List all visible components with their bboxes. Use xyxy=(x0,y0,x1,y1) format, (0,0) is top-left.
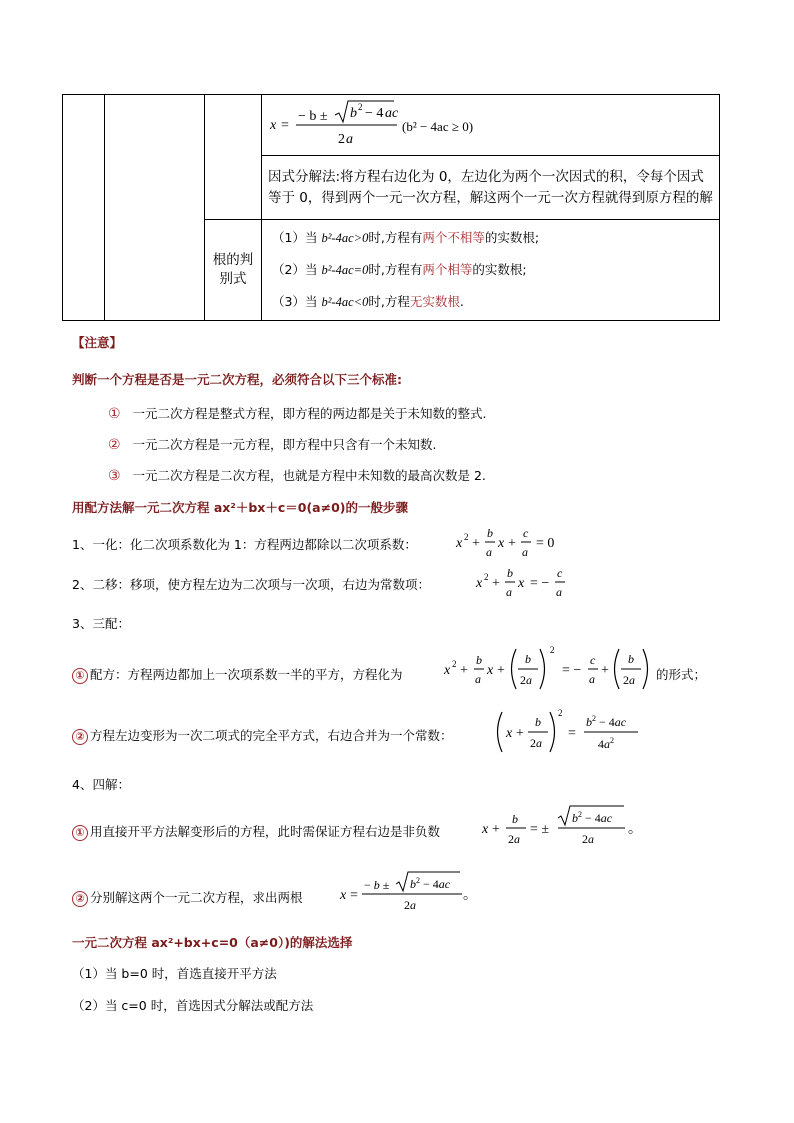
disc-line-2: （2）当 b²-4ac=0时,方程有两个相等的实数根; xyxy=(272,262,527,277)
svg-text:+: + xyxy=(516,726,524,741)
svg-text:2a: 2a xyxy=(508,832,520,846)
svg-text:=: = xyxy=(568,726,576,741)
steps-heading: 用配方法解一元二次方程 ax²＋bx＋c＝0(a≠0)的一般步骤 xyxy=(72,500,408,515)
discriminant-label-cell xyxy=(205,220,262,321)
formula-condition: (b² − 4ac ≥ 0) xyxy=(402,119,474,134)
svg-text:x: x xyxy=(482,822,489,837)
svg-text:+: + xyxy=(601,663,609,678)
factor-method-text: 因式分解法:将方程右边化为 0，左边化为两个一次因式的积，令每个因式等于 0，得到两个一元一次方程，解这两个一元一次方程就得到原方程的解 xyxy=(268,168,713,206)
table-col-3 xyxy=(205,95,262,220)
svg-text:。: 。 xyxy=(463,888,477,903)
svg-text:x: x xyxy=(498,536,505,551)
svg-text:b: b xyxy=(628,652,634,666)
quadratic-formula xyxy=(262,95,562,151)
table-col-1 xyxy=(63,95,105,321)
svg-text:2a: 2a xyxy=(623,673,635,687)
svg-text:+: + xyxy=(460,663,468,678)
svg-text:b: b xyxy=(535,715,541,729)
svg-text:a: a xyxy=(556,585,562,599)
choice-line-2: （2）当 c=0 时，首选因式分解法或配方法 xyxy=(72,998,314,1013)
svg-text:2a: 2a xyxy=(530,736,542,750)
step-2-text: 2、二移：移项，使方程左边为二次项与一次项，右边为常数项： xyxy=(72,577,430,592)
step-4-text: 4、四解： xyxy=(72,777,130,792)
quadratic-formula-cell xyxy=(262,95,720,156)
svg-text:=: = xyxy=(350,888,358,903)
svg-text:2: 2 xyxy=(452,659,457,669)
svg-text:x: x xyxy=(518,576,525,591)
svg-text:= 0: = 0 xyxy=(536,536,555,551)
step-3a-formula xyxy=(440,643,652,695)
svg-text:b: b xyxy=(512,812,518,826)
svg-text:2a: 2a xyxy=(582,832,594,846)
step-4a-formula xyxy=(478,803,642,853)
svg-text:+: + xyxy=(492,822,500,837)
svg-text:x: x xyxy=(506,726,513,741)
step-1-text: 1、一化：化二次项系数化为 1：方程两边都除以二次项系数： xyxy=(72,537,417,552)
svg-text:b: b xyxy=(525,652,531,666)
step-3a-end: 的形式； xyxy=(656,667,707,682)
svg-text:− b ±: − b ± xyxy=(298,109,328,124)
svg-text:a: a xyxy=(346,132,353,147)
svg-text:。: 。 xyxy=(628,822,642,837)
svg-text:x: x xyxy=(487,663,494,678)
svg-text:x: x xyxy=(340,888,347,903)
svg-text:2: 2 xyxy=(338,132,345,147)
svg-text:+: + xyxy=(492,576,500,591)
svg-text:b2 − 4ac: $b^2 - 4ac$ xyxy=(586,714,627,729)
svg-text:− 4: − 4 xyxy=(365,106,384,121)
step-4b: ② 分别解这两个一元二次方程，求出两根 xyxy=(72,888,303,907)
svg-text:2: 2 xyxy=(550,645,555,655)
svg-text:b: b xyxy=(350,106,357,121)
disc-line-3: （3）当 b²-4ac<0时,方程无实数根. xyxy=(272,294,464,309)
svg-text:a: a xyxy=(506,585,512,599)
svg-text:2: 2 xyxy=(358,102,363,112)
svg-text:a: a xyxy=(475,672,481,686)
svg-text:= ±: = ± xyxy=(530,822,550,837)
svg-text:c: c xyxy=(590,653,596,667)
svg-text:x: x xyxy=(270,118,277,133)
table-col-2 xyxy=(105,95,205,321)
svg-text:a: a xyxy=(486,545,492,559)
svg-text:b: b xyxy=(507,566,513,580)
svg-text:+: + xyxy=(508,536,516,551)
svg-text:2: 2 xyxy=(558,708,563,718)
svg-text:b: b xyxy=(476,653,482,667)
discriminant-cell xyxy=(262,220,720,321)
svg-text:ac: ac xyxy=(385,106,399,121)
note-intro: 判断一个方程是否是一元二次方程，必须符合以下三个标准: xyxy=(72,372,402,387)
svg-text:b2 − 4ac: $b^2 - 4ac$ xyxy=(410,876,451,891)
discriminant-label: 根的判别式 xyxy=(212,252,254,287)
disc-line-1: （1）当 b²-4ac>0时,方程有两个不相等的实数根; xyxy=(272,230,540,245)
step-2-formula xyxy=(472,560,582,604)
step-4a: ① 用直接开平方法解变形后的方程，此时需保证方程右边是非负数 xyxy=(72,822,440,841)
svg-text:a: a xyxy=(522,545,528,559)
svg-text:2a: 2a xyxy=(520,673,532,687)
method-table xyxy=(62,94,720,321)
svg-text:=: = xyxy=(281,118,289,133)
step-3b: ② 方程左边变形为一次二项式的完全平方式，右边合并为一个常数： xyxy=(72,726,453,745)
svg-text:x: x xyxy=(444,663,451,678)
svg-text:+: + xyxy=(497,663,505,678)
svg-text:a: a xyxy=(589,672,595,686)
svg-text:x: x xyxy=(456,536,463,551)
svg-text:2: 2 xyxy=(484,572,489,582)
svg-text:b2 − 4ac: $b^2 - 4ac$ xyxy=(572,810,613,825)
svg-text:c: c xyxy=(557,566,563,580)
svg-text:− b ±: − b ± xyxy=(364,878,390,892)
note-item-2: ② 一元二次方程是一元方程，即方程中只含有一个未知数. xyxy=(108,437,437,453)
note-item-3: ③ 一元二次方程是二次方程，也就是方程中未知数的最高次数是 2. xyxy=(108,468,486,484)
step-3a: ① 配方：方程两边都加上一次项系数一半的平方，方程化为 xyxy=(72,665,403,684)
svg-text:= −: = − xyxy=(530,576,550,591)
step-3b-formula xyxy=(494,706,644,758)
choice-line-1: （1）当 b=0 时，首选直接开平方法 xyxy=(72,966,277,981)
factor-method-cell xyxy=(262,156,720,220)
step-1-formula xyxy=(452,520,572,564)
svg-text:2a: 2a xyxy=(404,898,416,912)
step-4b-formula xyxy=(336,869,476,919)
step-3-text: 3、三配： xyxy=(72,616,130,631)
choice-heading: 一元二次方程 ax²+bx+c=0（a≠0）)的解法选择 xyxy=(72,935,353,950)
svg-text:2: 2 xyxy=(464,532,469,542)
note-item-1: ① 一元二次方程是整式方程，即方程的两边都是关于未知数的整式. xyxy=(108,406,487,422)
svg-text:x: x xyxy=(476,576,483,591)
svg-text:+: + xyxy=(472,536,480,551)
svg-text:b: b xyxy=(487,526,493,540)
note-heading: 【注意】 xyxy=(72,335,123,350)
svg-text:4a2: $4a^2$ xyxy=(598,736,614,751)
svg-text:= −: = − xyxy=(562,663,582,678)
svg-text:c: c xyxy=(523,526,529,540)
